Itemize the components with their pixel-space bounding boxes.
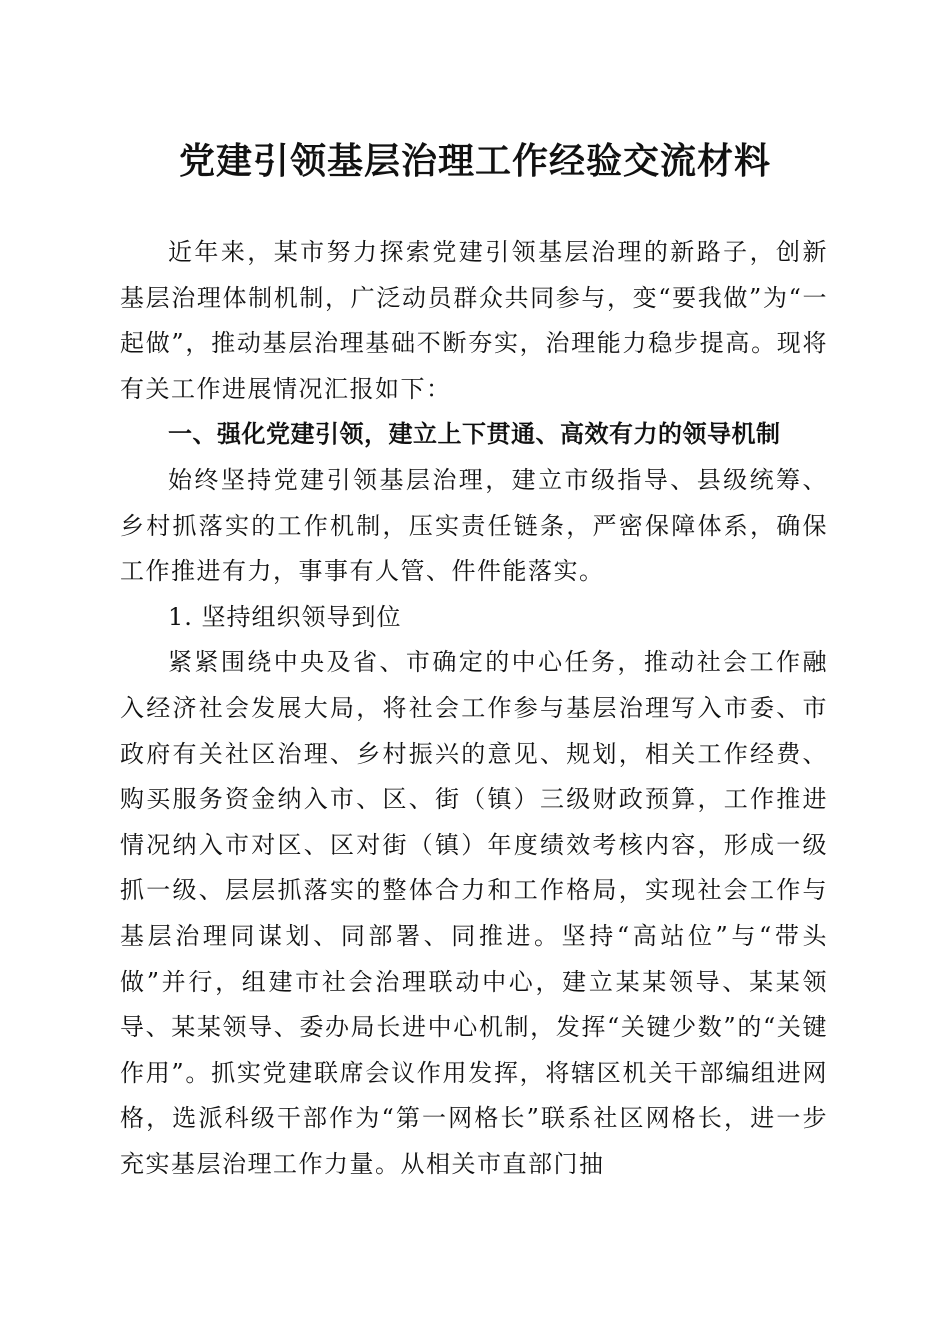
- section-1-heading: 一、强化党建引领，建立上下贯通、高效有力的领导机制: [168, 420, 781, 449]
- subsection-1-heading: 1. 坚持组织领导到位: [168, 602, 402, 631]
- document-title: 党建引领基层治理工作经验交流材料: [178, 140, 771, 182]
- subsection-1-paragraph: 紧紧围绕中央及省、市确定的中心任务，推动社会工作融入经济社会发展大局，将社会工作参与基层治理写入市委、市政府有关社区治理、乡村振兴的意见、规划，相关工作经费、购买服务资金纳入市、区、街（镇）三级财政预算，工作推进情况纳入市对区、区对街（镇）年度绩效考核内容，形成一级抓一级、层层抓落实的整体合力和工作格局，实现社会工作与基层治理同谋划、同部署、同推进。坚持“高站位”与“带头做”并行，组建市社会治理联动中心，建立某某领导、某某领导、某某领导、委办局长进中心机制，发挥“关键少数”的“关键作用”。抓实党建联席会议作用发挥，将辖区机关干部编组进网格，选派科级干部作为“第一网格长”联系社区网格长，进一步充实基层治理工作力量。从相关市直部门抽: [120, 648, 828, 1178]
- section-1-paragraph: 始终坚持党建引领基层治理，建立市级指导、县级统筹、乡村抓落实的工作机制，压实责任链条，严密保障体系，确保工作推进有力，事事有人管、件件能落实。: [120, 465, 828, 586]
- intro-paragraph: 近年来，某市努力探索党建引领基层治理的新路子，创新基层治理体制机制，广泛动员群众共同参与，变“要我做”为“一起做”，推动基层治理基础不断夯实，治理能力稳步提高。现将有关工作进展情况汇报如下：: [120, 238, 828, 403]
- document-body: [120, 230, 828, 1187]
